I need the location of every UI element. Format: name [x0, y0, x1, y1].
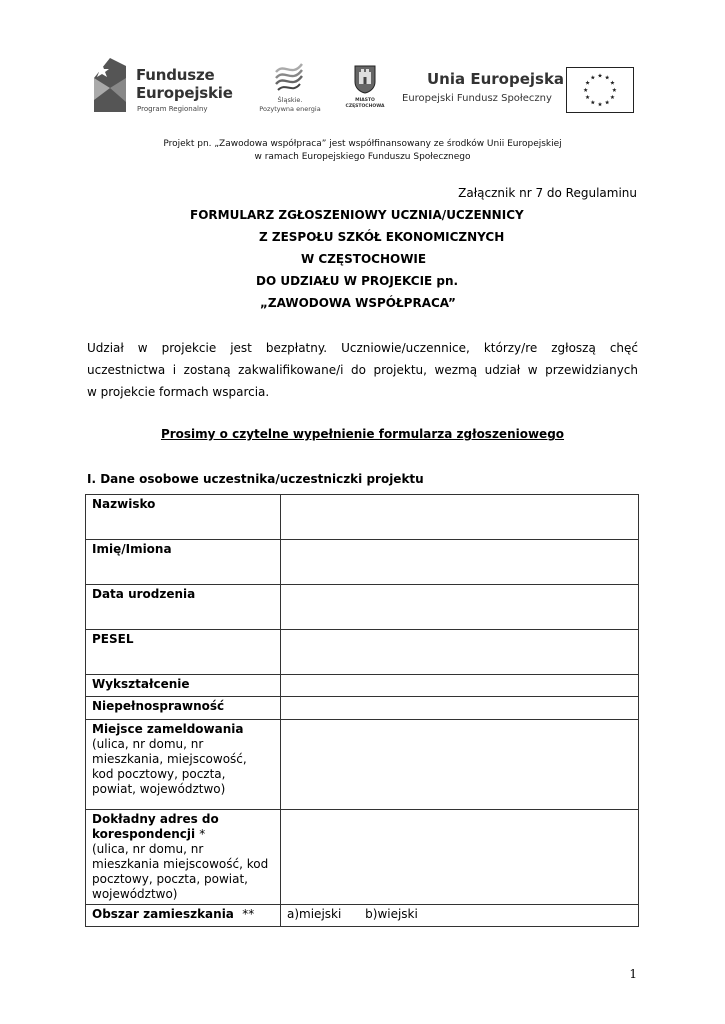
area-option-urban[interactable]: a)miejski [287, 907, 342, 921]
eu-star-icon [585, 95, 589, 99]
form-title-line5: „ZAWODOWA WSPÓŁPRACA” [260, 296, 456, 310]
slaskie-logo-line1: Śląskie. [277, 96, 303, 104]
eu-flag-icon [566, 67, 634, 113]
project-note-line2: w ramach Europejskiego Funduszu Społecznego [254, 152, 471, 162]
logo-band [90, 54, 640, 118]
area-footnote-mark: ** [242, 907, 255, 921]
fill-request-heading [0, 427, 725, 441]
correspondence-label-line2: korespondencji [92, 827, 196, 841]
correspondence-label-line1: Dokładny adres do [92, 812, 219, 826]
residence-hint-line2: mieszkania, miejscowość, [92, 752, 247, 766]
disability-label-cell [86, 697, 281, 720]
eu-star-icon [605, 75, 609, 79]
eu-star-icon [583, 88, 587, 92]
surname-label-cell [86, 495, 281, 540]
correspondence-footnote-mark: * [199, 827, 206, 841]
table-row [86, 585, 639, 630]
intro-line1: Udział w projekcie jest bezpłatny. Uczniowie/uczennice, którzy/re zgłoszą chęć [87, 341, 638, 355]
first-names-label-cell [86, 540, 281, 585]
eu-star-icon [591, 100, 595, 104]
residence-hint-line3: kod pocztowy, poczta, [92, 767, 226, 781]
correspondence-input-cell[interactable] [281, 810, 639, 905]
area-label: Obszar zamieszkania [92, 907, 234, 921]
intro-line3: w projekcie formach wsparcia. [87, 385, 270, 399]
correspondence-label-cell [86, 810, 281, 905]
table-row [86, 697, 639, 720]
project-note-line1: Projekt pn. „Zawodowa współpraca” jest współfinansowany ze środków Unii Europejskiej [163, 139, 562, 149]
correspondence-hint-line2: mieszkania miejscowość, kod [92, 857, 269, 871]
area-options-cell [281, 905, 639, 927]
ue-logo-subtitle: Europejski Fundusz Społeczny [402, 93, 552, 104]
pesel-input-cell[interactable] [281, 630, 639, 675]
pesel-label: PESEL [92, 632, 134, 646]
residence-label-cell [86, 720, 281, 810]
residence-label: Miejsce zameldowania [92, 722, 244, 736]
fill-request-text: Prosimy o czytelne wypełnienie formularza zgłoszeniowego [160, 427, 565, 441]
fe-logo-line2: Europejskie [136, 84, 233, 102]
annex-label: Załącznik nr 7 do Regulaminu [458, 186, 637, 200]
surname-input-cell[interactable] [281, 495, 639, 540]
page-number: 1 [629, 967, 637, 981]
section-heading-personal-data: I. Dane osobowe uczestnika/uczestniczki projektu [87, 472, 424, 486]
table-row [86, 905, 639, 927]
eu-star-icon [598, 73, 602, 77]
form-title-line2: Z ZESPOŁU SZKÓŁ EKONOMICZNYCH [259, 230, 505, 244]
czestochowa-crest-icon [353, 64, 377, 94]
residence-hint-line1: (ulica, nr domu, nr [92, 737, 204, 751]
personal-data-table [85, 494, 639, 927]
education-label: Wykształcenie [92, 677, 190, 691]
correspondence-hint-line1: (ulica, nr domu, nr [92, 842, 204, 856]
czestochowa-logo-line1: MIASTO [355, 98, 375, 103]
eu-star-icon [598, 102, 602, 106]
czestochowa-logo-line2: CZĘSTOCHOWA [345, 104, 385, 109]
fundusze-europejskie-logo [90, 54, 240, 118]
slaskie-logo [258, 60, 322, 116]
form-title-line1: FORMULARZ ZGŁOSZENIOWY UCZNIA/UCZENNICY [190, 208, 524, 222]
form-title-line4: DO UDZIAŁU W PROJEKCIE pn. [256, 274, 459, 288]
table-row [86, 720, 639, 810]
residence-hint-line4: powiat, województwo) [92, 782, 226, 796]
czestochowa-logo [347, 64, 383, 116]
eu-star-icon [591, 75, 595, 79]
ue-logo-title: Unia Europejska [427, 70, 565, 88]
eu-star-icon [610, 95, 614, 99]
fe-logo-line3: Program Regionalny [137, 105, 208, 113]
intro-paragraph [87, 337, 638, 403]
birth-date-label-cell [86, 585, 281, 630]
table-row [86, 540, 639, 585]
slaskie-logo-line2: Pozytywna energia [259, 105, 321, 113]
residence-input-cell[interactable] [281, 720, 639, 810]
fe-logo-line1: Fundusze [136, 66, 215, 84]
disability-label: Niepełnosprawność [92, 699, 225, 713]
eu-star-icon [610, 81, 614, 85]
slaskie-wave-icon [272, 60, 306, 94]
pesel-label-cell [86, 630, 281, 675]
education-label-cell [86, 675, 281, 697]
first-names-label: Imię/Imiona [92, 542, 172, 556]
correspondence-hint-line3: pocztowy, poczta, powiat, [92, 872, 248, 886]
eu-star-icon [612, 88, 616, 92]
surname-label: Nazwisko [92, 497, 156, 511]
intro-line2: uczestnictwa i zostaną zakwalifikowane/i do projektu, wezmą udział w przewidzianych [87, 363, 638, 377]
disability-input-cell[interactable] [281, 697, 639, 720]
eu-star-icon [605, 100, 609, 104]
first-names-input-cell[interactable] [281, 540, 639, 585]
table-row [86, 810, 639, 905]
table-row [86, 675, 639, 697]
education-input-cell[interactable] [281, 675, 639, 697]
table-row [86, 495, 639, 540]
area-option-rural[interactable]: b)wiejski [365, 907, 418, 921]
eu-star-icon [585, 81, 589, 85]
birth-date-input-cell[interactable] [281, 585, 639, 630]
fundusze-europejskie-emblem-icon [92, 56, 128, 114]
area-label-cell [86, 905, 281, 927]
birth-date-label: Data urodzenia [92, 587, 196, 601]
table-row [86, 630, 639, 675]
correspondence-hint-line4: województwo) [92, 887, 178, 901]
form-title-line3: W CZĘSTOCHOWIE [301, 252, 427, 266]
